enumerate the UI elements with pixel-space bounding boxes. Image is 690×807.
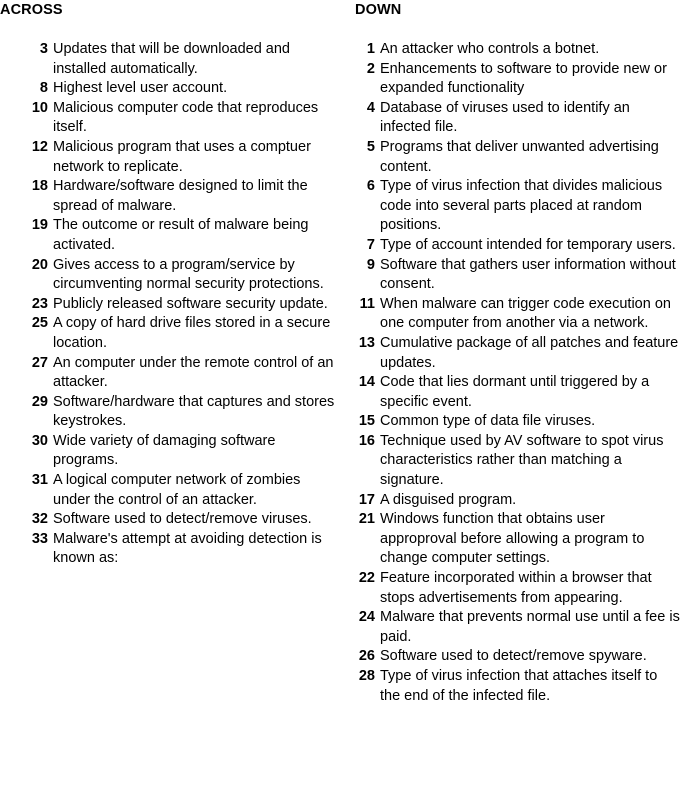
across-clue: [0, 393, 340, 432]
clue-number: 18: [31, 178, 48, 195]
clue-number: 3: [39, 41, 48, 57]
across-clue: [0, 471, 340, 510]
down-clue: [355, 373, 680, 412]
clue-number: 30: [31, 432, 48, 449]
clue-text: Type of account intended for temporary users.: [380, 236, 676, 253]
across-heading: ACROSS: [0, 2, 63, 18]
clue-text: Publicly released software security update.: [53, 295, 328, 312]
clue-text: Cumulative package of all patches and feature updates.: [380, 334, 679, 371]
clue-text: Malicious program that uses a comptuer network to replicate.: [53, 138, 311, 175]
clue-text: Database of viruses used to identify an infected file.: [380, 99, 630, 136]
clue-number: 1: [366, 41, 375, 57]
clue-number: 6: [366, 178, 375, 195]
down-clue: [355, 510, 680, 569]
clue-text: Programs that deliver unwanted advertising content.: [380, 138, 659, 175]
clue-text: Malicious computer code that reproduces itself.: [53, 99, 319, 136]
down-clue: [355, 432, 680, 491]
clue-text: Malware that prevents normal use until a fee is paid.: [380, 609, 680, 645]
down-clue: [355, 667, 680, 706]
clue-text: An computer under the remote control of an attacker.: [53, 354, 334, 391]
down-clue: [355, 99, 680, 138]
down-heading: DOWN: [355, 2, 402, 18]
clue-number: 21: [358, 511, 375, 528]
across-clue: [0, 40, 340, 79]
clue-number: 2: [366, 60, 375, 77]
down-clue: [355, 491, 680, 511]
across-clue: [0, 314, 340, 353]
clue-number: 13: [358, 334, 375, 351]
down-clue: [355, 40, 680, 60]
clue-text: Software that gathers user information without consent.: [380, 256, 676, 293]
clue-number: 11: [359, 295, 375, 312]
clue-text: Updates that will be downloaded and installed automatically.: [53, 41, 290, 77]
down-clue: [355, 60, 680, 99]
clue-text: A logical computer network of zombies under the control of an attacker.: [53, 472, 301, 508]
clue-number: 15: [358, 413, 375, 430]
down-clue-list: [355, 40, 680, 706]
clue-number: 17: [358, 491, 375, 508]
clue-number: 4: [366, 99, 375, 116]
clue-number: 33: [31, 530, 48, 547]
across-clue: [0, 530, 340, 569]
clue-text: Type of virus infection that divides malicious code into several parts placed at random positions.: [380, 178, 663, 234]
across-clue: [0, 432, 340, 471]
clue-number: 16: [358, 432, 375, 449]
clue-number: 27: [31, 354, 48, 371]
clue-text: Code that lies dormant until triggered by a specific event.: [380, 374, 650, 410]
across-clue: [0, 216, 340, 255]
across-clue: [0, 99, 340, 138]
clue-text: Software used to detect/remove viruses.: [53, 511, 312, 528]
across-clue: [0, 510, 340, 530]
clue-number: 5: [366, 138, 375, 155]
clue-text: Software/hardware that captures and stores keystrokes.: [53, 393, 335, 430]
clue-number: 14: [358, 374, 375, 391]
down-clue: [355, 412, 680, 432]
down-clue: [355, 177, 680, 236]
clue-text: A disguised program.: [380, 491, 517, 508]
clue-number: 7: [366, 236, 375, 253]
across-clue: [0, 138, 340, 177]
clue-number: 28: [358, 668, 375, 684]
clue-number: 32: [31, 511, 48, 528]
clue-text: An attacker who controls a botnet.: [380, 41, 600, 57]
clue-number: 12: [31, 138, 48, 155]
down-clue: [355, 569, 680, 608]
clue-text: When malware can trigger code execution on one computer from another via a network.: [380, 295, 671, 332]
down-clue: [355, 236, 680, 256]
clue-text: Type of virus infection that attaches itself to the end of the infected file.: [380, 668, 658, 704]
clue-text: Enhancements to software to provide new or expanded functionality: [380, 60, 667, 97]
clue-number: 8: [39, 80, 48, 97]
clue-number: 25: [31, 315, 48, 332]
across-clue-list: [0, 40, 340, 569]
clue-text: Technique used by AV software to spot virus characteristics rather than matching a signature.: [380, 432, 664, 489]
across-clue: [0, 354, 340, 393]
clue-text: Gives access to a program/service by circumventing normal security protections.: [53, 256, 324, 293]
clue-number: 31: [31, 472, 48, 489]
clue-text: Software used to detect/remove spyware.: [380, 648, 647, 665]
clue-number: 19: [31, 217, 48, 234]
clue-number: 24: [358, 609, 375, 626]
clue-number: 26: [358, 648, 375, 665]
clue-number: 29: [31, 393, 48, 410]
down-clue: [355, 334, 680, 373]
down-clue: [355, 138, 680, 177]
clue-number: 10: [31, 99, 48, 116]
clue-number: 9: [366, 256, 375, 273]
clue-text: Feature incorporated within a browser that stops advertisements from appearing.: [380, 570, 652, 606]
clue-text: Malware's attempt at avoiding detection is known as:: [53, 530, 322, 567]
down-clue: [355, 608, 680, 647]
across-clue: [0, 177, 340, 216]
across-clue: [0, 79, 340, 99]
clue-text: Wide variety of damaging software programs.: [53, 432, 276, 469]
down-clue: [355, 256, 680, 295]
across-clue: [0, 295, 340, 315]
clue-text: The outcome or result of malware being activated.: [53, 217, 309, 253]
down-clue: [355, 295, 680, 334]
clue-number: 20: [31, 256, 48, 273]
clue-text: A copy of hard drive files stored in a secure location.: [53, 315, 331, 351]
clue-text: Windows function that obtains user approproval before allowing a program to change computer settings.: [380, 511, 645, 567]
clue-number: 22: [358, 570, 375, 587]
clue-text: Hardware/software designed to limit the spread of malware.: [53, 178, 308, 214]
clue-text: Highest level user account.: [53, 80, 228, 97]
clue-text: Common type of data file viruses.: [380, 413, 596, 430]
down-clue: [355, 647, 680, 667]
clue-number: 23: [31, 295, 48, 312]
across-clue: [0, 256, 340, 295]
